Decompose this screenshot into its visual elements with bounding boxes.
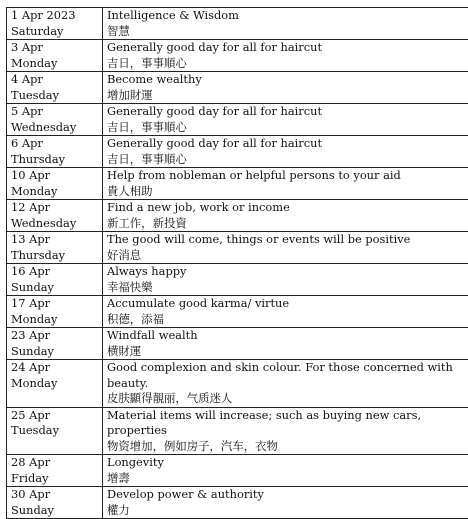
table-body xyxy=(7,8,468,519)
chinese-description: 增壽 xyxy=(107,471,467,487)
table-row xyxy=(7,296,468,328)
description-cell xyxy=(103,455,468,487)
date-text: 23 Apr xyxy=(11,328,98,344)
chinese-description: 积德，添福 xyxy=(107,312,467,328)
date-text: 5 Apr xyxy=(11,104,98,120)
description-cell xyxy=(103,328,468,360)
table-row xyxy=(7,200,468,232)
english-description: Generally good day for all for haircut xyxy=(107,104,467,120)
english-description: Develop power & authority xyxy=(107,487,467,503)
date-text: 1 Apr 2023 xyxy=(11,8,98,24)
table-row xyxy=(7,232,468,264)
date-cell xyxy=(7,328,103,360)
description-cell xyxy=(103,40,468,72)
date-cell xyxy=(7,168,103,200)
date-cell xyxy=(7,136,103,168)
table-row xyxy=(7,104,468,136)
english-description: Longevity xyxy=(107,455,467,471)
date-text: 3 Apr xyxy=(11,40,98,56)
date-cell xyxy=(7,40,103,72)
date-text: 6 Apr xyxy=(11,136,98,152)
chinese-description: 好消息 xyxy=(107,248,467,264)
date-cell xyxy=(7,8,103,40)
table-row xyxy=(7,455,468,487)
date-cell xyxy=(7,455,103,487)
chinese-description: 幸福快樂 xyxy=(107,280,467,296)
date-text: 28 Apr xyxy=(11,455,98,471)
table-row xyxy=(7,72,468,104)
date-text: 12 Apr xyxy=(11,200,98,216)
chinese-description: 物资增加，例如房子，汽车，衣物 xyxy=(107,439,467,455)
weekday-text: Monday xyxy=(11,184,98,200)
description-cell xyxy=(103,8,468,40)
date-cell xyxy=(7,407,103,455)
english-description: Windfall wealth xyxy=(107,328,467,344)
weekday-text: Sunday xyxy=(11,503,98,519)
table-row xyxy=(7,136,468,168)
english-description: Find a new job, work or income xyxy=(107,200,467,216)
weekday-text: Sunday xyxy=(11,280,98,296)
date-text: 24 Apr xyxy=(11,360,98,376)
date-cell xyxy=(7,360,103,408)
weekday-text: Wednesday xyxy=(11,216,98,232)
description-cell xyxy=(103,168,468,200)
date-text: 16 Apr xyxy=(11,264,98,280)
english-description: The good will come, things or events will be positive xyxy=(107,232,467,248)
table-row xyxy=(7,487,468,519)
date-text: 25 Apr xyxy=(11,408,98,424)
description-cell xyxy=(103,104,468,136)
chinese-description: 吉日，事事順心 xyxy=(107,120,467,136)
date-text: 10 Apr xyxy=(11,168,98,184)
weekday-text: Monday xyxy=(11,312,98,328)
weekday-text: Friday xyxy=(11,471,98,487)
english-description: Material items will increase; such as buying new cars, properties xyxy=(107,408,467,439)
date-cell xyxy=(7,200,103,232)
english-description: Generally good day for all for haircut xyxy=(107,136,467,152)
description-cell xyxy=(103,360,468,408)
english-description: Accumulate good karma/ virtue xyxy=(107,296,467,312)
description-cell xyxy=(103,487,468,519)
chinese-description: 吉日，事事順心 xyxy=(107,56,467,72)
date-text: 17 Apr xyxy=(11,296,98,312)
calendar-document xyxy=(6,7,461,519)
date-text: 13 Apr xyxy=(11,232,98,248)
english-description: Generally good day for all for haircut xyxy=(107,40,467,56)
description-cell xyxy=(103,232,468,264)
date-text: 4 Apr xyxy=(11,72,98,88)
weekday-text: Sunday xyxy=(11,344,98,360)
weekday-text: Wednesday xyxy=(11,120,98,136)
chinese-description: 皮肤顯得靚丽，气质迷人 xyxy=(107,391,467,407)
date-cell xyxy=(7,264,103,296)
chinese-description: 新工作，新投資 xyxy=(107,216,467,232)
weekday-text: Thursday xyxy=(11,248,98,264)
table-row xyxy=(7,8,468,40)
table-row xyxy=(7,360,468,408)
chinese-description: 智慧 xyxy=(107,24,467,40)
description-cell xyxy=(103,407,468,455)
table-row xyxy=(7,264,468,296)
weekday-text: Monday xyxy=(11,376,98,392)
english-description: Help from nobleman or helpful persons to your aid xyxy=(107,168,467,184)
english-description: Intelligence & Wisdom xyxy=(107,8,467,24)
description-cell xyxy=(103,264,468,296)
table-row xyxy=(7,407,468,455)
description-cell xyxy=(103,200,468,232)
date-text: 30 Apr xyxy=(11,487,98,503)
weekday-text: Tuesday xyxy=(11,88,98,104)
date-cell xyxy=(7,296,103,328)
english-description: Become wealthy xyxy=(107,72,467,88)
chinese-description: 横財運 xyxy=(107,344,467,360)
auspicious-days-table xyxy=(6,7,468,519)
weekday-text: Tuesday xyxy=(11,423,98,439)
table-row xyxy=(7,328,468,360)
date-cell xyxy=(7,104,103,136)
chinese-description: 權力 xyxy=(107,503,467,519)
description-cell xyxy=(103,296,468,328)
english-description: Always happy xyxy=(107,264,467,280)
chinese-description: 貴人相助 xyxy=(107,184,467,200)
date-cell xyxy=(7,72,103,104)
weekday-text: Thursday xyxy=(11,152,98,168)
description-cell xyxy=(103,136,468,168)
date-cell xyxy=(7,487,103,519)
chinese-description: 增加財運 xyxy=(107,88,467,104)
description-cell xyxy=(103,72,468,104)
table-row xyxy=(7,40,468,72)
weekday-text: Saturday xyxy=(11,24,98,40)
english-description: Good complexion and skin colour. For those concerned with beauty. xyxy=(107,360,467,391)
weekday-text: Monday xyxy=(11,56,98,72)
date-cell xyxy=(7,232,103,264)
chinese-description: 吉日，事事順心 xyxy=(107,152,467,168)
table-row xyxy=(7,168,468,200)
